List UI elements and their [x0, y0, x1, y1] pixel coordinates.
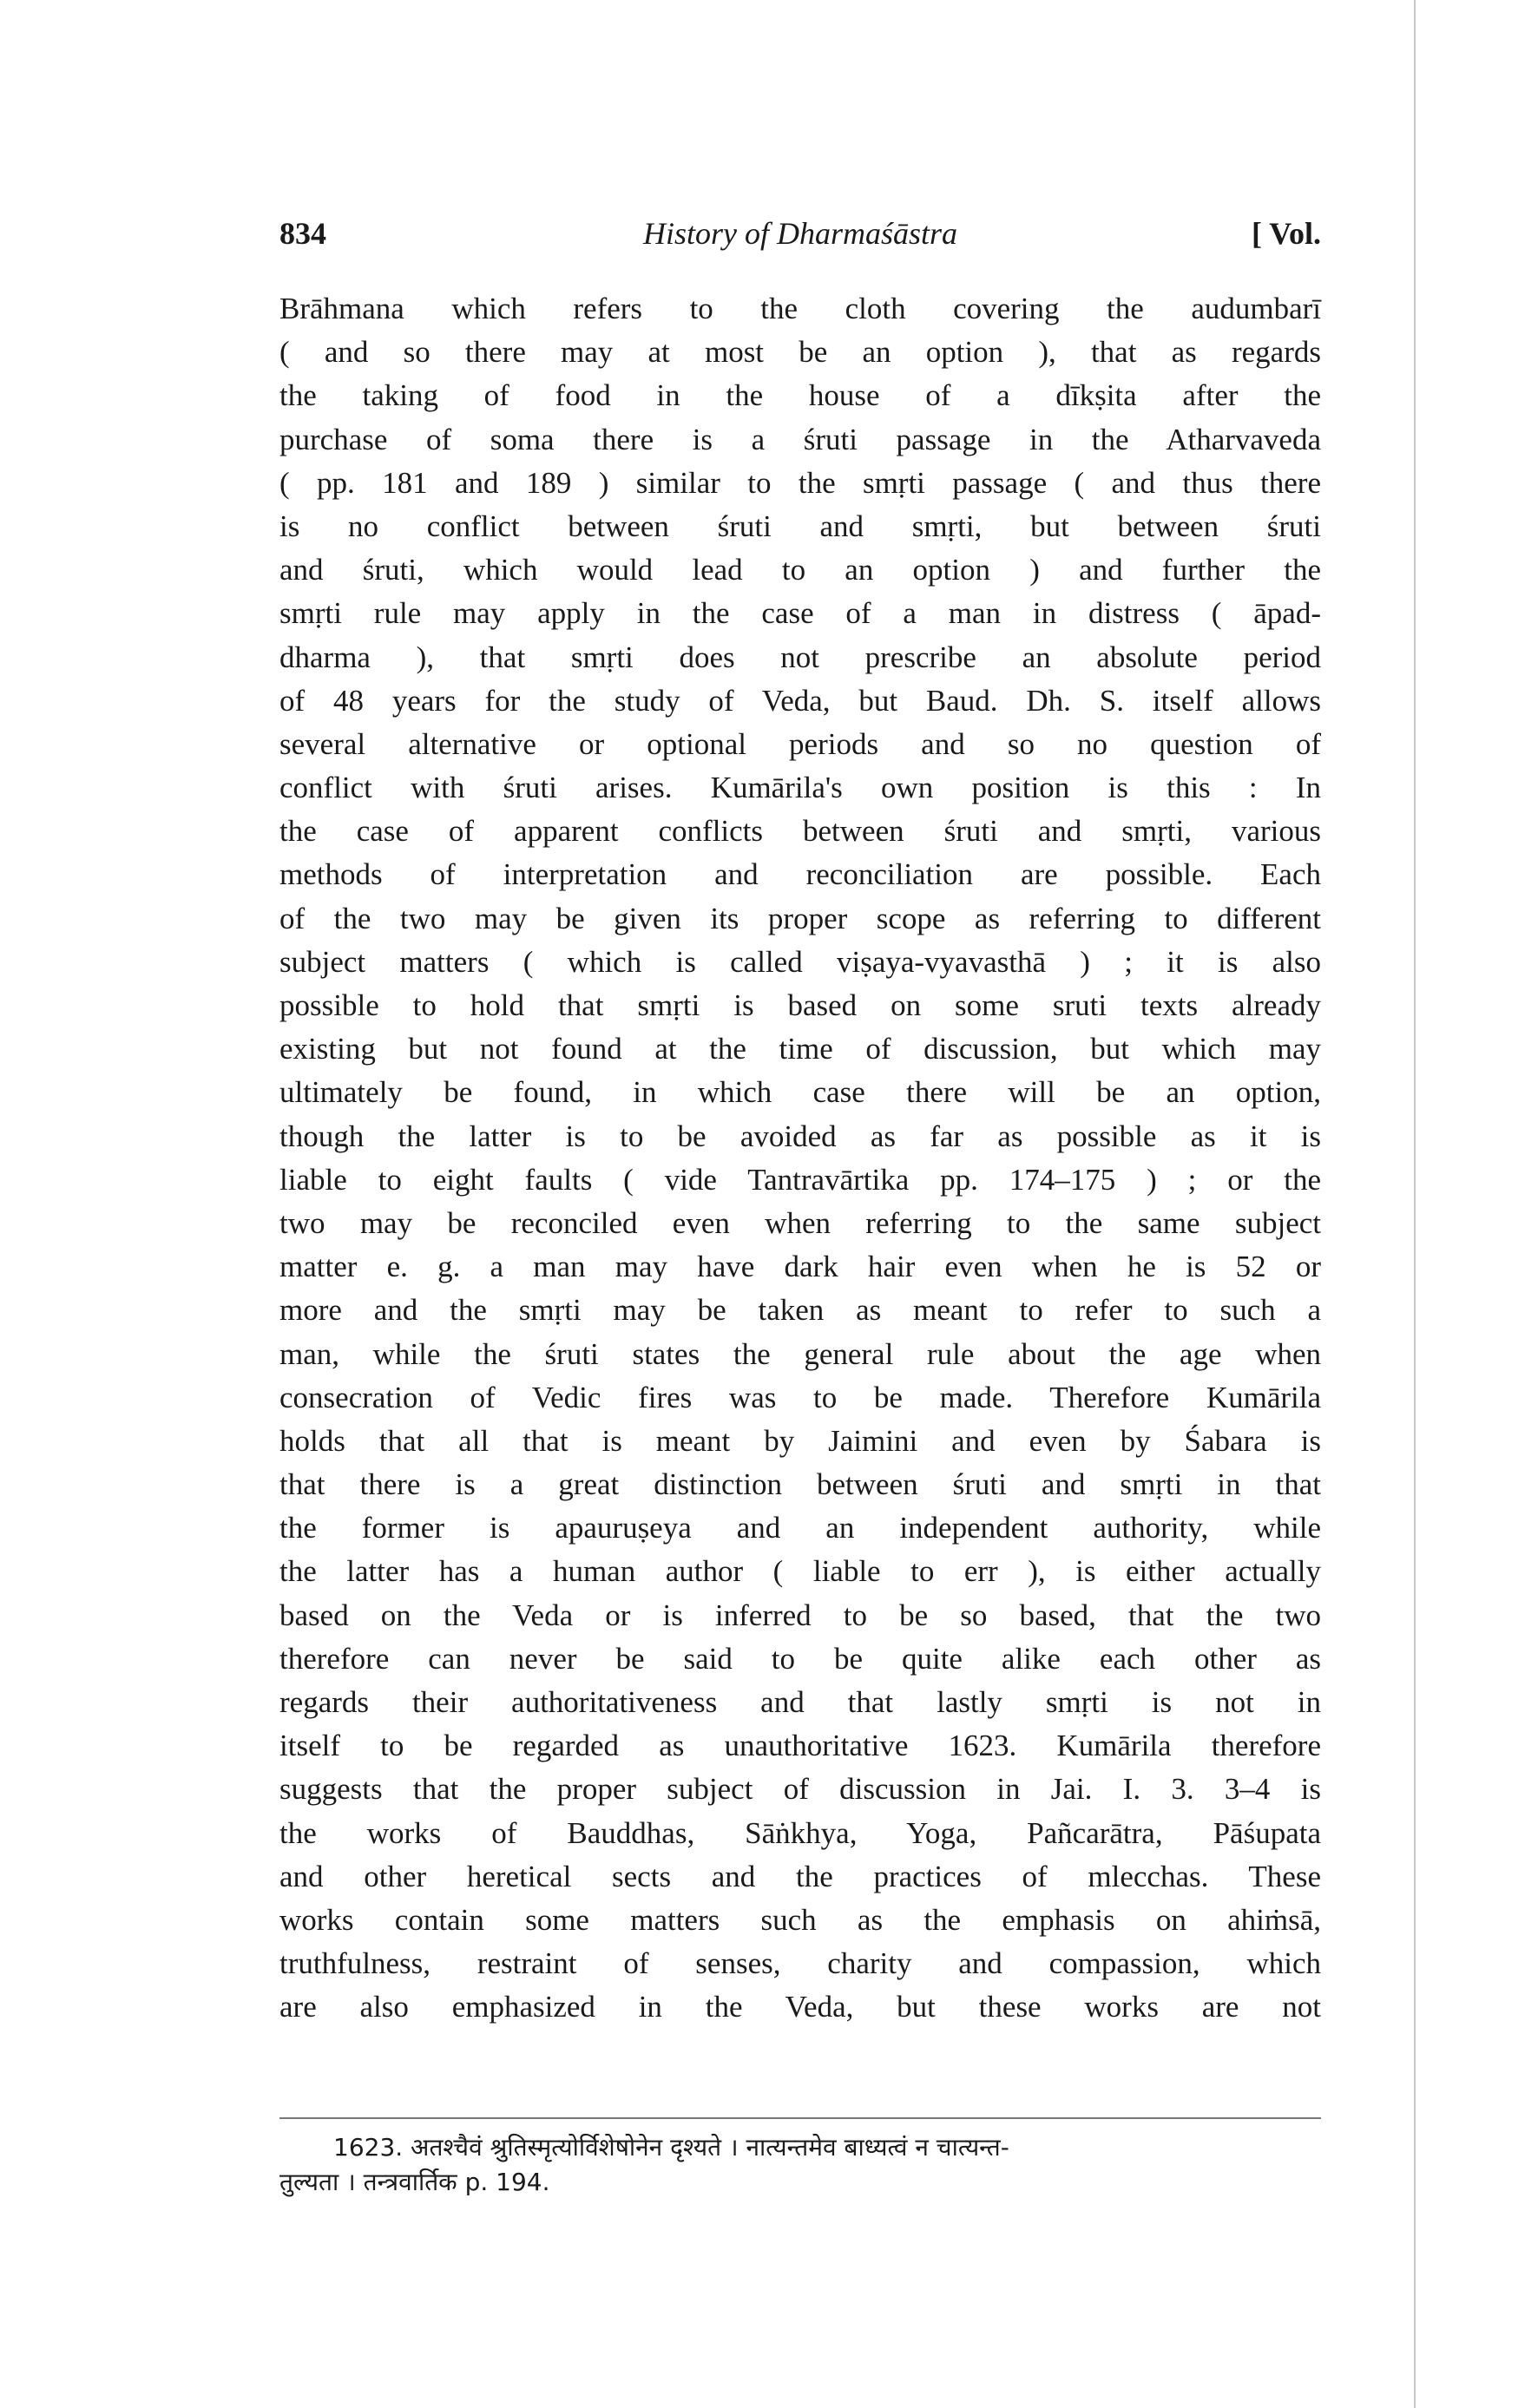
footnote-line: 1623. अतश्चैवं श्रुतिस्मृत्योर्विशेषोनेन दृश्यते । नात्यन्तमेव बाध्यत्वं न चात्यन्त-	[333, 2133, 1009, 2162]
text-line: based on the Veda or is inferred to be so based, that the two	[279, 1598, 1321, 1632]
text-line: ( pp. 181 and 189 ) similar to the smṛti passage ( and thus there	[279, 465, 1321, 500]
text-line: consecration of Vedic fires was to be made. Therefore Kumārila	[279, 1380, 1321, 1414]
text-line: possible to hold that smṛti is based on some sruti texts already	[279, 988, 1321, 1022]
footnote-line: तुल्यता । तन्त्रवार्तिक p. 194.	[279, 2168, 550, 2196]
text-line: that there is a great distinction between śruti and smṛti in that	[279, 1467, 1321, 1502]
text-line: is no conflict between śruti and smṛti, but between śruti	[279, 509, 1321, 543]
text-line: subject matters ( which is called viṣaya-vyavasthā ) ; it is also	[279, 944, 1321, 979]
scan-page-edge	[1414, 0, 1416, 2408]
text-line: Brāhmana which refers to the cloth covering the audumbarī	[279, 292, 1321, 325]
text-line: methods of interpretation and reconciliation are possible. Each	[279, 857, 1321, 892]
text-line: truthfulness, restraint of senses, charity and compassion, which	[279, 1946, 1321, 1981]
text-line: smṛti rule may apply in the case of a man in distress ( āpad-	[279, 596, 1321, 631]
text-line: matter e. g. a man may have dark hair even when he is 52 or	[279, 1250, 1321, 1284]
text-line: man, while the śruti states the general rule about the age when	[279, 1336, 1321, 1371]
text-line: more and the smṛti may be taken as meant to refer to such a	[279, 1293, 1321, 1328]
text-line: the former is apauruṣeya and an independent authority, while	[279, 1511, 1321, 1545]
text-line: works contain some matters such as the emphasis on ahiṁsā,	[279, 1902, 1321, 1937]
text-line: dharma ), that smṛti does not prescribe an absolute period	[279, 640, 1321, 674]
text-line: are also emphasized in the Veda, but these works are not	[279, 1990, 1321, 2024]
text-line: suggests that the proper subject of discussion in Jai. I. 3. 3–4 is	[279, 1772, 1321, 1807]
text-line: existing but not found at the time of discussion, but which may	[279, 1032, 1321, 1066]
text-line: holds that all that is meant by Jaimini and even by Śabara is	[279, 1423, 1321, 1458]
text-line: the works of Bauddhas, Sāṅkhya, Yoga, Pañcarātra, Pāśupata	[279, 1815, 1321, 1850]
text-line: the case of apparent conflicts between śruti and smṛti, various	[279, 814, 1321, 849]
volume-mark: [ Vol.	[1251, 216, 1321, 251]
text-line: of the two may be given its proper scope as referring to different	[279, 901, 1321, 935]
text-line: of 48 years for the study of Veda, but Baud. Dh. S. itself allows	[279, 683, 1321, 718]
text-line: the taking of food in the house of a dīkṣita after the	[279, 378, 1321, 413]
text-line: and śruti, which would lead to an option ) and further the	[279, 553, 1321, 587]
text-line: regards their authoritativeness and that lastly smṛti is not in	[279, 1685, 1321, 1719]
running-title: History of Dharmaśāstra	[642, 216, 958, 251]
page-number: 834	[279, 216, 326, 251]
text-line: ultimately be found, in which case there will be an option,	[279, 1075, 1321, 1110]
text-line: two may be reconciled even when referring to the same subject	[279, 1205, 1321, 1240]
text-line: and other heretical sects and the practices of mlecchas. These	[279, 1859, 1321, 1893]
text-line: conflict with śruti arises. Kumārila's own position is this : In	[279, 771, 1321, 805]
text-line: ( and so there may at most be an option ), that as regards	[279, 335, 1321, 370]
text-line: the latter has a human author ( liable to err ), is either actually	[279, 1554, 1321, 1589]
text-line: purchase of soma there is a śruti passage in the Atharvaveda	[279, 422, 1321, 456]
footnote-rule	[279, 2117, 1321, 2119]
page-header	[279, 215, 1321, 259]
text-line: though the latter is to be avoided as far as possible as it is	[279, 1119, 1321, 1153]
text-line: liable to eight faults ( vide Tantravārtika pp. 174–175 ) ; or the	[279, 1162, 1321, 1197]
footnote	[279, 2130, 1321, 2200]
text-line: therefore can never be said to be quite alike each other as	[279, 1641, 1321, 1676]
body-text	[279, 287, 1321, 2030]
text-line: several alternative or optional periods and so no question of	[279, 726, 1321, 761]
text-line: itself to be regarded as unauthoritative 1623. Kumārila therefore	[279, 1729, 1321, 1763]
